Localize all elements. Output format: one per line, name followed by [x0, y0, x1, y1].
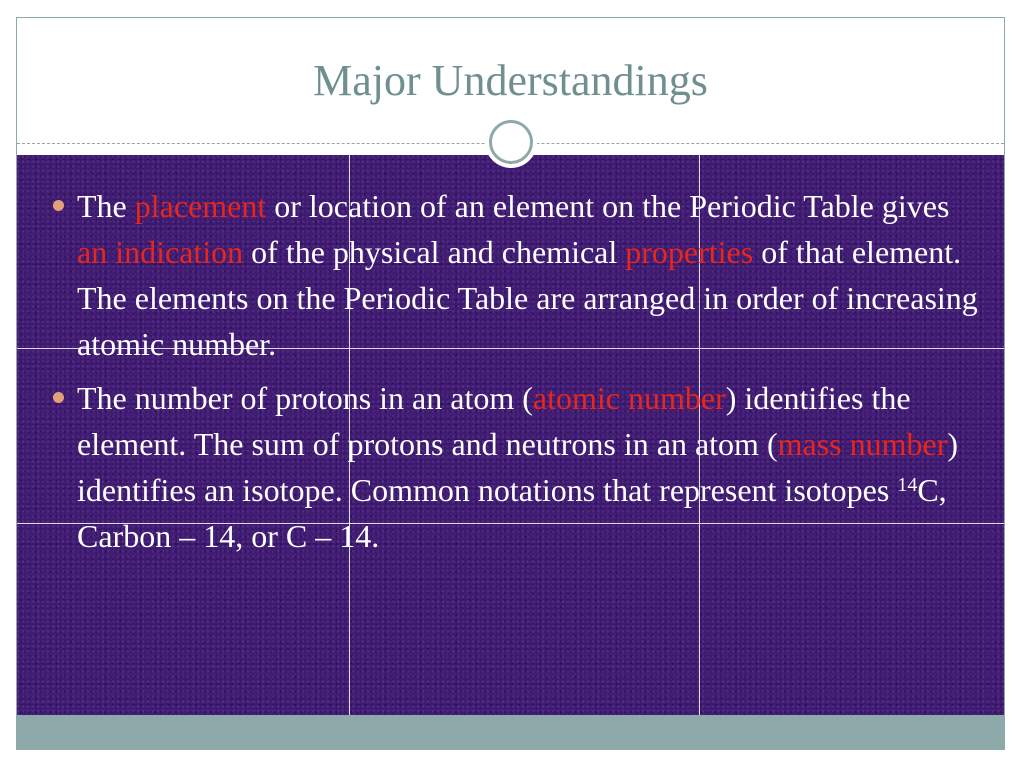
- text-segment: of that element. The elements on the Periodic Table are arranged in order of increasing atomic number.: [77, 234, 978, 362]
- text-segment: The: [77, 188, 135, 224]
- text-segment: of the physical and chemical: [243, 234, 626, 270]
- text-segment: ) identifies the element. The sum of protons and neutrons in an atom (: [77, 380, 911, 462]
- bullet-item: [47, 183, 987, 367]
- text-segment: or location of an element on the Periodic Table gives: [266, 188, 950, 224]
- bullet-list: [47, 183, 987, 567]
- circle-ornament-icon: [485, 116, 537, 168]
- bullet-text: [77, 380, 958, 554]
- text-segment: ) identifies an isotope. Common notations that represent isotopes: [77, 426, 958, 508]
- highlight-an-indication: an indication: [77, 234, 244, 270]
- bullet-dot-icon: [53, 392, 64, 403]
- highlight-placement: placement: [134, 188, 267, 224]
- bullet-text: [77, 188, 978, 362]
- bullet-item: [47, 375, 987, 559]
- text-segment: The number of protons in an atom (: [77, 380, 533, 416]
- text-segment: C, Carbon – 14, or C – 14.: [77, 472, 947, 554]
- bullet-dot-icon: [53, 200, 64, 211]
- ornament-ring: [489, 120, 533, 164]
- slide: [16, 17, 1005, 750]
- isotope-superscript: 14: [897, 474, 918, 496]
- highlight-properties: properties: [625, 234, 754, 270]
- footer-bar: [17, 715, 1004, 749]
- slide-title: Major Understandings: [313, 56, 708, 105]
- highlight-atomic-number: atomic number: [532, 380, 726, 416]
- highlight-mass-number: mass number: [777, 426, 948, 462]
